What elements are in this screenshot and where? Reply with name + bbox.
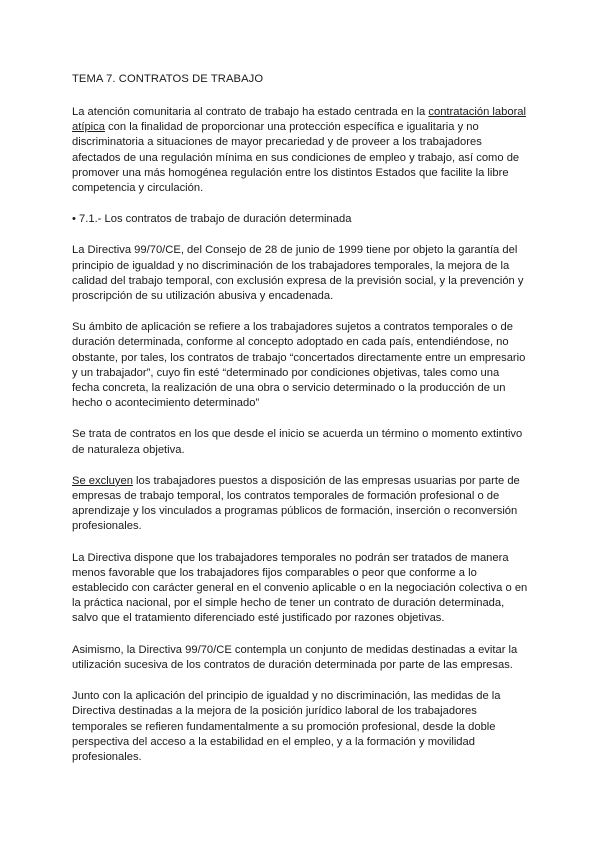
paragraph-promotion: Junto con la aplicación del principio de igualdad y no discriminación, las medidas de la Directiva destinadas a la mejora de la posición jurídico laboral de los trabajadores temporales se refieren fundamentalmente a su promoción profesional, desde la doble perspectiva del acceso a la estabilidad en el empleo, y a la formación y movilidad profesionales. xyxy=(72,690,501,763)
paragraph-exclusions-text: los trabajadores puestos a disposición de las empresas usuarias por parte de empresas de trabajo temporal, los contratos temporales de formación profesional o de aprendizaje y los vinculados a programas públicos de formación, inserción o reconversión profesionales. xyxy=(72,474,520,533)
paragraph-intro-text-b: con la finalidad de proporcionar una protección específica e igualitaria y no discriminatoria a situaciones de mayor precariedad y de proveer a los trabajadores afectados de una regulación mínima en sus condiciones de empleo y trabajo, así como de promover una más homogénea regulación entre los distintos Estados que facilite la libre competencia y circulación. xyxy=(72,121,520,195)
document-body xyxy=(72,72,528,781)
paragraph-abuse-prevention: Asimismo, la Directiva 99/70/CE contempla un conjunto de medidas destinadas a evitar la utilización sucesiva de los contratos de duración determinada por parte de las empresas. xyxy=(72,643,518,671)
paragraph-directive: La Directiva 99/70/CE, del Consejo de 28 de junio de 1999 tiene por objeto la garantía del principio de igualdad y no discriminación de los trabajadores temporales, la mejora de la calidad del trabajo temporal, con exclusión expresa de la previsión social, y la prevención y proscripción de su utilización abusiva y encadenada. xyxy=(72,244,524,303)
paragraph-intro-text-a: La atención comunitaria al contrato de trabajo ha estado centrada en la xyxy=(72,106,429,118)
paragraph-scope: Su ámbito de aplicación se refiere a los trabajadores sujetos a contratos temporales o de duración determinada, conforme al concepto adoptado en cada país, entendiéndose, no obstante, por tales, los contratos de trabajo “concertados directamente entre un empresario y un trabajador”, cuyo fin esté “determinado por condiciones objetivas, tales como una fecha concreta, la realización de una obra o servicio determinado o la producción de un hecho o acontecimiento determinado” xyxy=(72,321,526,410)
paragraph-intro xyxy=(72,105,528,196)
document-title: TEMA 7. CONTRATOS DE TRABAJO xyxy=(72,73,264,85)
paragraph-exclusions xyxy=(72,474,528,535)
paragraph-term: Se trata de contratos en los que desde el inicio se acuerda un término o momento extintivo de naturaleza objetiva. xyxy=(72,428,523,456)
section-heading: • 7.1.- Los contratos de trabajo de duración determinada xyxy=(72,213,352,226)
underlined-term: contratación laboral atípica xyxy=(72,106,527,134)
underlined-term: Se excluyen xyxy=(72,474,133,487)
paragraph-equal-treatment: La Directiva dispone que los trabajadores temporales no podrán ser tratados de manera menos favorable que los trabajadores fijos comparables o peor que conforme a lo establecido con carácter general en el convenio aplicable o en la negociación colectiva o en la práctica nacional, por el simple hecho de tener un contrato de duración determinada, salvo que el tratamiento diferenciado esté justificado por razones objetivas. xyxy=(72,551,528,625)
